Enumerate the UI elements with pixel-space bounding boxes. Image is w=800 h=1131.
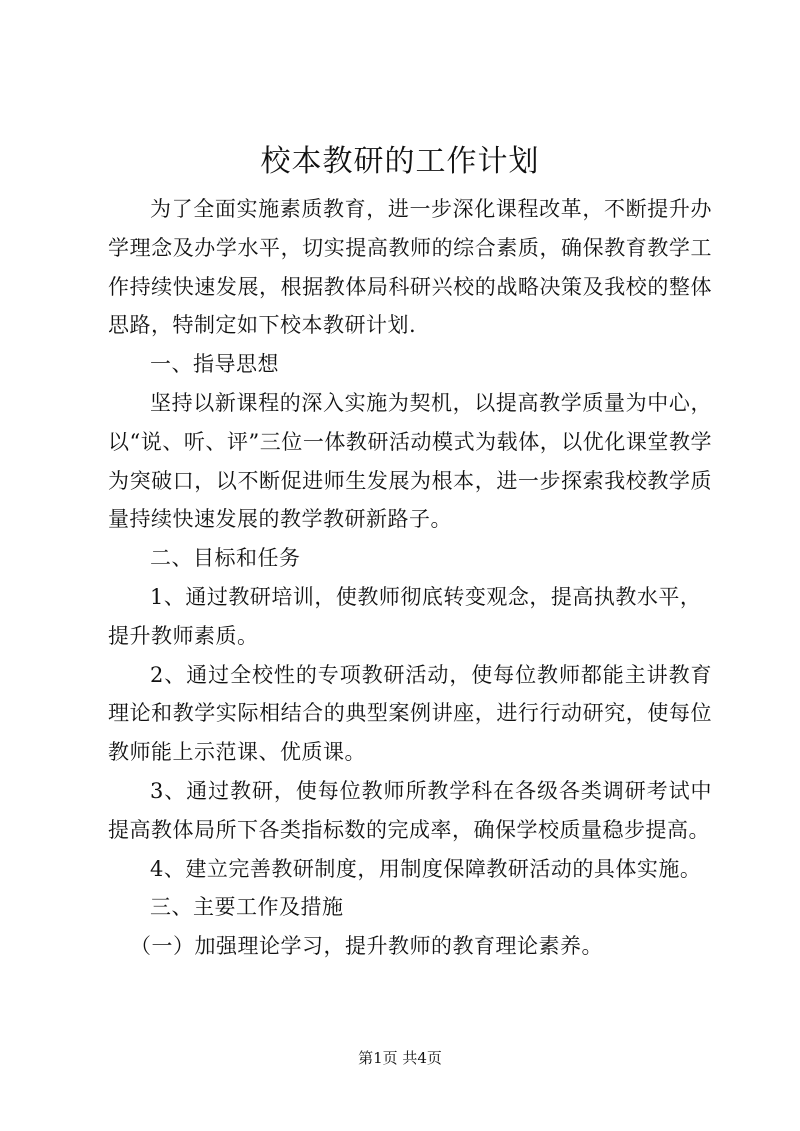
sub-heading-theory-study: （一）加强理论学习，提升教师的教育理论素养。 (130, 934, 603, 959)
section-heading-main-work: 三、主要工作及措施 (150, 895, 344, 920)
goal-item-2: 2、通过全校性的专项教研活动，使每位教师都能主讲教育理论和教学实际相结合的典型案例讲座，进行行动研究，使每位教师能上示范课、优质课。 (108, 662, 712, 765)
document-body (108, 190, 712, 966)
goal-item-1: 1、通过教研培训，使教师彻底转变观念，提高执教水平，提升教师素质。 (108, 584, 702, 648)
document-title: 校本教研的工作计划 (260, 144, 540, 179)
section-heading-guiding-ideology: 一、指导思想 (150, 352, 279, 377)
section-heading-goals-tasks: 二、目标和任务 (150, 546, 301, 571)
page-number-footer: 第1页 共4页 (358, 1049, 442, 1067)
intro-paragraph: 为了全面实施素质教育，进一步深化课程改革，不断提升办学理念及办学水平，切实提高教师的综合素质，确保教育教学工作持续快速发展，根据教体局科研兴校的战略决策及我校的整体思路，特制定如下校本教研计划. (108, 197, 712, 338)
guiding-ideology-paragraph: 坚持以新课程的深入实施为契机，以提高教学质量为中心，以“说、听、评”三位一体教研活动模式为载体，以优化课堂教学为突破口，以不断促进师生发展为根本，进一步探索我校教学质量持续快速发展的教学教研新路子。 (108, 390, 712, 532)
goal-item-4: 4、建立完善教研制度，用制度保障教研活动的具体实施。 (150, 856, 702, 881)
goal-item-3: 3、通过教研，使每位教师所教学科在各级各类调研考试中提高教体局所下各类指标数的完成率，确保学校质量稳步提高。 (108, 778, 712, 842)
